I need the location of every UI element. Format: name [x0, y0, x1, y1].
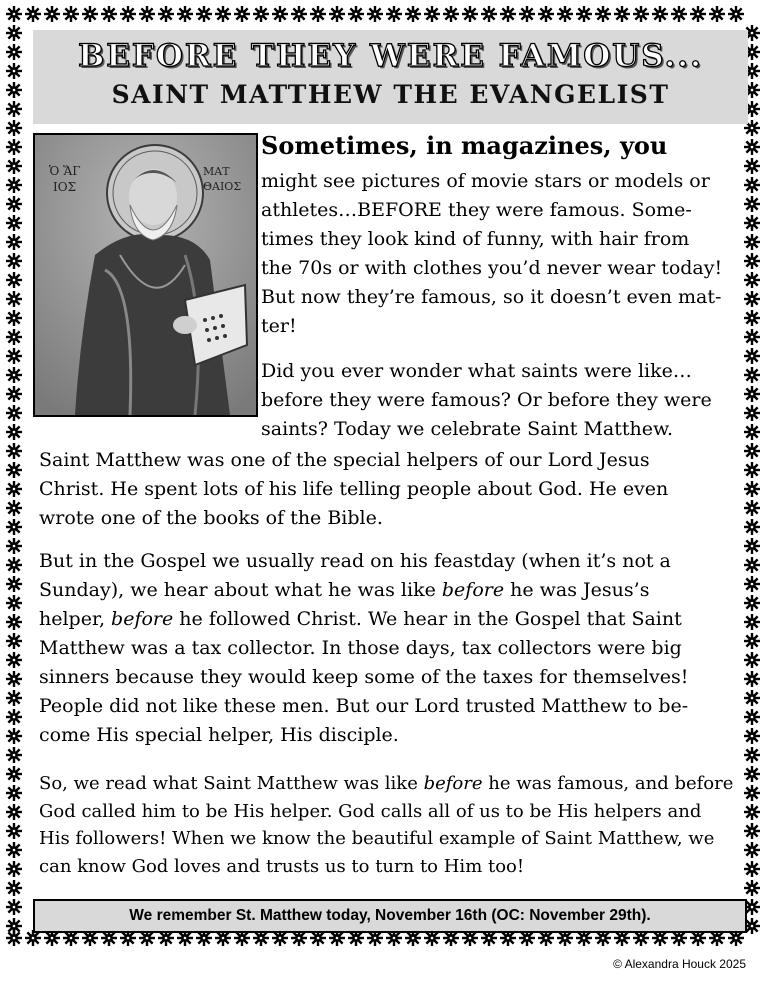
text-line: athletes…BEFORE they were famous. Some-	[261, 199, 692, 221]
text-line: saints? Today we celebrate Saint Matthew.	[261, 418, 674, 440]
text-line: But in the Gospel we usually read on his feastday (when it’s not a	[39, 550, 671, 572]
text-line: helper, before he followed Christ. We hear in the Gospel that Saint	[39, 608, 682, 630]
text-line: times they look kind of funny, with hair from	[261, 228, 690, 250]
text-line: ter!	[261, 315, 297, 337]
svg-text:Ὁ ἍΓ: Ὁ ἍΓ	[49, 164, 81, 178]
text-line: God called him to be His helper. God calls all of us to be His helpers and	[39, 800, 702, 822]
text-line: Matthew was a tax collector. In those days, tax collectors were big	[39, 637, 682, 659]
paragraph-4	[39, 770, 733, 880]
text-line: might see pictures of movie stars or models or	[261, 170, 710, 192]
text-line: Did you ever wonder what saints were like…	[261, 360, 692, 382]
text-line: His followers! When we know the beautiful example of Saint Matthew, we	[39, 828, 715, 849]
text-line: Saint Matthew was one of the special helpers of our Lord Jesus	[39, 449, 650, 471]
svg-text:ΘΑΙΟΣ: ΘΑΙΟΣ	[203, 180, 242, 193]
copyright: © Alexandra Houck 2025	[613, 957, 746, 971]
text-line: Christ. He spent lots of his life telling people about God. He even	[39, 478, 669, 500]
text-line: Sunday), we hear about what he was like before he was Jesus’s	[39, 579, 650, 601]
text-line: wrote one of the books of the Bible.	[39, 507, 383, 529]
text-line: So, we read what Saint Matthew was like before he was famous, and before	[39, 773, 734, 794]
title-banner	[33, 30, 748, 124]
saint-matthew-icon	[33, 133, 258, 417]
lead-heading: Sometimes, in magazines, you	[261, 131, 668, 160]
text-line: But now they’re famous, so it doesn’t even mat-	[261, 286, 722, 308]
text-line: sinners because they would keep some of the taxes for themselves!	[39, 666, 689, 688]
page-title: BEFORE THEY WERE FAMOUS...	[78, 38, 703, 74]
paragraph-2b	[39, 446, 668, 533]
svg-text:ΜΑΤ: ΜΑΤ	[203, 165, 230, 178]
svg-text:ΙΟΣ: ΙΟΣ	[53, 180, 77, 194]
text-line: People did not like these men. But our Lord trusted Matthew to be-	[39, 695, 689, 717]
lead-paragraph	[261, 167, 722, 341]
page-subtitle: SAINT MATTHEW THE EVANGELIST	[111, 80, 670, 109]
text-line: can know God loves and trusts us to turn to Him too!	[39, 855, 525, 877]
text-line: come His special helper, His disciple.	[39, 724, 399, 746]
text-line: before they were famous? Or before they were	[261, 389, 712, 411]
feastday-note: We remember St. Matthew today, November 16th (OC: November 29th).	[33, 899, 747, 933]
paragraph-3	[39, 547, 688, 750]
paragraph-2a	[261, 357, 712, 444]
text-line: the 70s or with clothes you’d never wear today!	[261, 257, 723, 279]
